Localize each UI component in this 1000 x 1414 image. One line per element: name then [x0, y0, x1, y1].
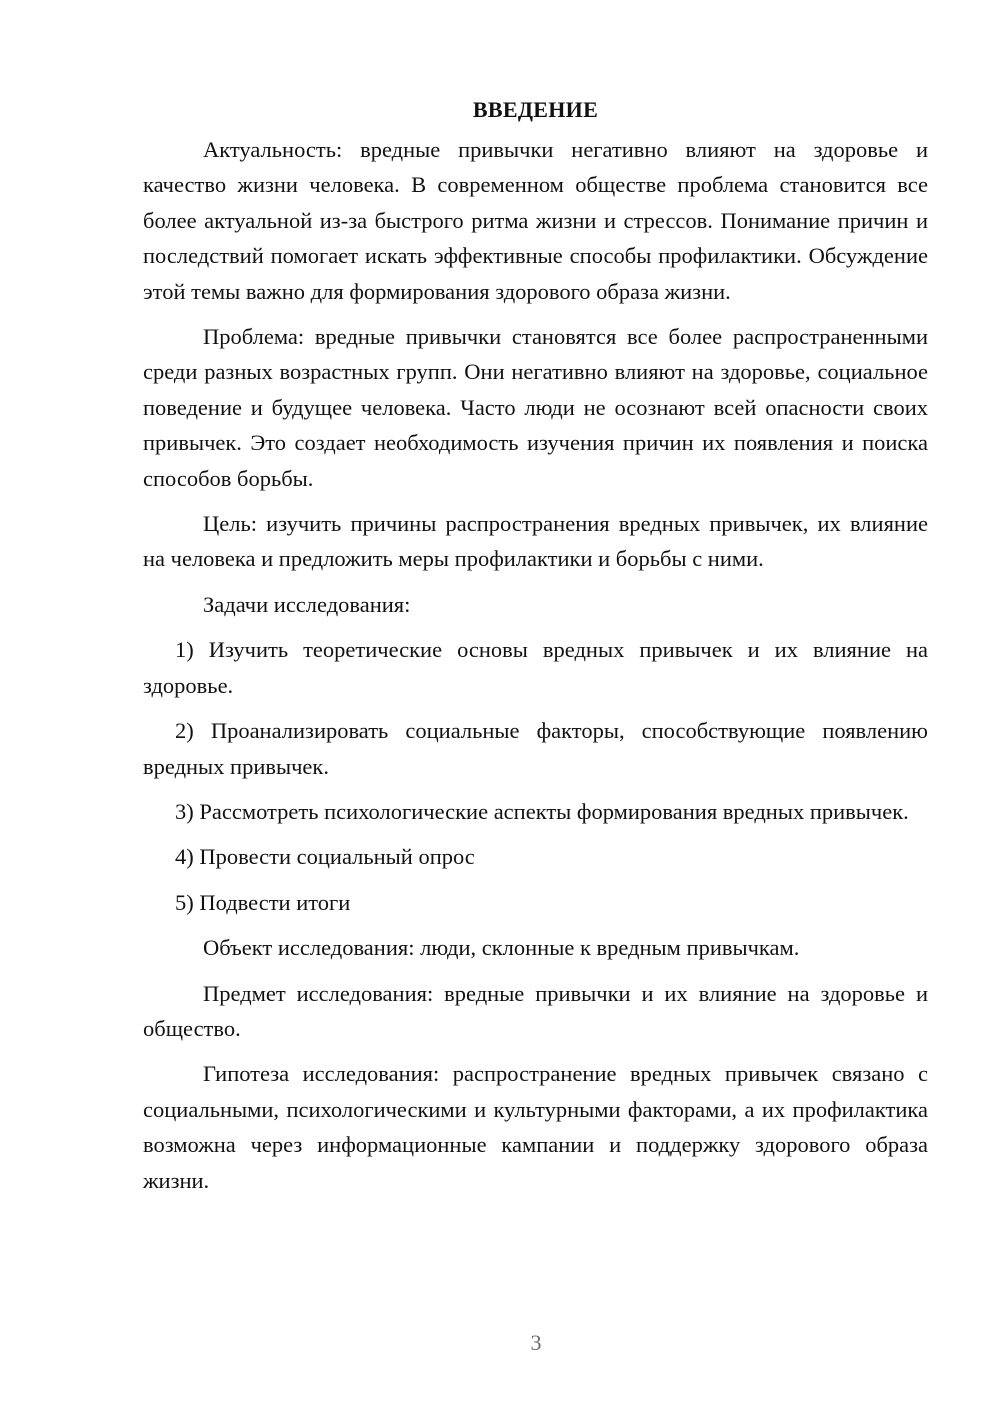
- document-page: [143, 92, 928, 1208]
- page-number: 3: [530, 1330, 542, 1355]
- subject-paragraph: Предмет исследования: вредные привычки и их влияние на здоровье и общество.: [143, 980, 928, 1041]
- task-item-4: 4) Провести социальный опрос: [175, 844, 475, 870]
- tasks-heading: Задачи исследования:: [203, 591, 411, 617]
- task-item-1: 1) Изучить теоретические основы вредных привычек и их влияние на здоровье.: [143, 637, 928, 698]
- goal-paragraph: Цель: изучить причины распространения вредных привычек, их влияние на человека и предложить меры профилактики и борьбы с ними.: [143, 511, 928, 572]
- task-item-2: 2) Проанализировать социальные факторы, способствующие появлению вредных привычек.: [143, 718, 928, 779]
- task-item-3: 3) Рассмотреть психологические аспекты формирования вредных привычек.: [175, 798, 909, 824]
- hypothesis-paragraph: Гипотеза исследования: распространение вредных привычек связано с социальными, психологическими и культурными факторами, а их профилактика возможна через информационные кампании и поддержку здорового образа жизни.: [143, 1061, 928, 1193]
- relevance-paragraph: Актуальность: вредные привычки негативно влияют на здоровье и качество жизни человека. В современном обществе проблема становится все более актуальной из-за быстрого ритма жизни и стрессов. Понимание причин и последствий помогает искать эффективные способы профилактики. Обсуждение этой темы важно для формирования здорового образа жизни.: [143, 137, 928, 304]
- task-item-5: 5) Подвести итоги: [175, 889, 351, 915]
- page-title: ВВЕДЕНИЕ: [472, 97, 599, 122]
- problem-paragraph: Проблема: вредные привычки становятся все более распространенными среди разных возрастных групп. Они негативно влияют на здоровье, социальное поведение и будущее человека. Часто люди не осознают всей опасности своих привычек. Это создает необходимость изучения причин их появления и поиска способов борьбы.: [143, 324, 928, 491]
- object-paragraph: Объект исследования: люди, склонные к вредным привычкам.: [203, 935, 800, 961]
